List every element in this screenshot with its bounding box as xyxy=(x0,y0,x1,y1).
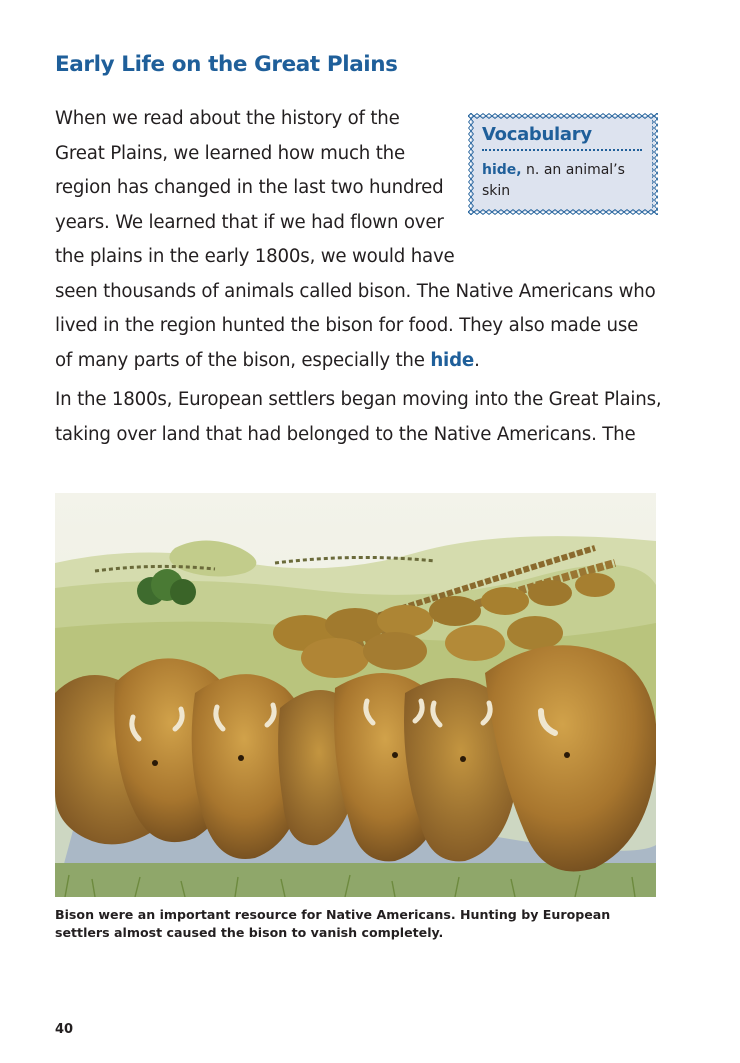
vocabulary-definition xyxy=(482,160,648,202)
vocabulary-term: hide, xyxy=(482,162,522,178)
paragraph-line: region has changed in the last two hundred xyxy=(55,177,444,198)
bison-herd-illustration xyxy=(55,493,656,897)
vocabulary-definition-text: n. an animal’s skin xyxy=(482,162,625,199)
paragraph-2 xyxy=(55,383,667,452)
paragraph-text: . xyxy=(474,349,480,371)
vocabulary-divider xyxy=(482,149,642,151)
paragraph-line: seen thousands of animals called bison. The Native Americans who xyxy=(55,280,656,302)
paragraph-line: taking over land that had belonged to the Native Americans. The xyxy=(55,423,636,445)
vocabulary-box xyxy=(468,113,658,215)
vocabulary-title: Vocabulary xyxy=(482,124,592,145)
bison-painting xyxy=(55,493,656,897)
paragraph-line: In the 1800s, European settlers began moving into the Great Plains, xyxy=(55,389,662,410)
section-heading: Early Life on the Great Plains xyxy=(55,52,398,77)
paragraph-line: lived in the region hunted the bison for food. They also made use xyxy=(55,315,639,336)
paragraph-line: Great Plains, we learned how much the xyxy=(55,142,405,164)
vocabulary-word-hide: hide xyxy=(430,349,475,371)
illustration-caption: Bison were an important resource for Native Americans. Hunting by European settlers almost caused the bison to vanish completely. xyxy=(55,907,611,940)
paragraph-line: years. We learned that if we had flown over xyxy=(55,211,444,233)
paragraph-text: of many parts of the bison, especially the xyxy=(55,349,431,371)
page-number: 40 xyxy=(55,1022,74,1037)
paragraph-line-last xyxy=(55,344,667,379)
paragraph-line: When we read about the history of the xyxy=(55,108,400,129)
paragraph-line: the plains in the early 1800s, we would have xyxy=(55,246,455,267)
